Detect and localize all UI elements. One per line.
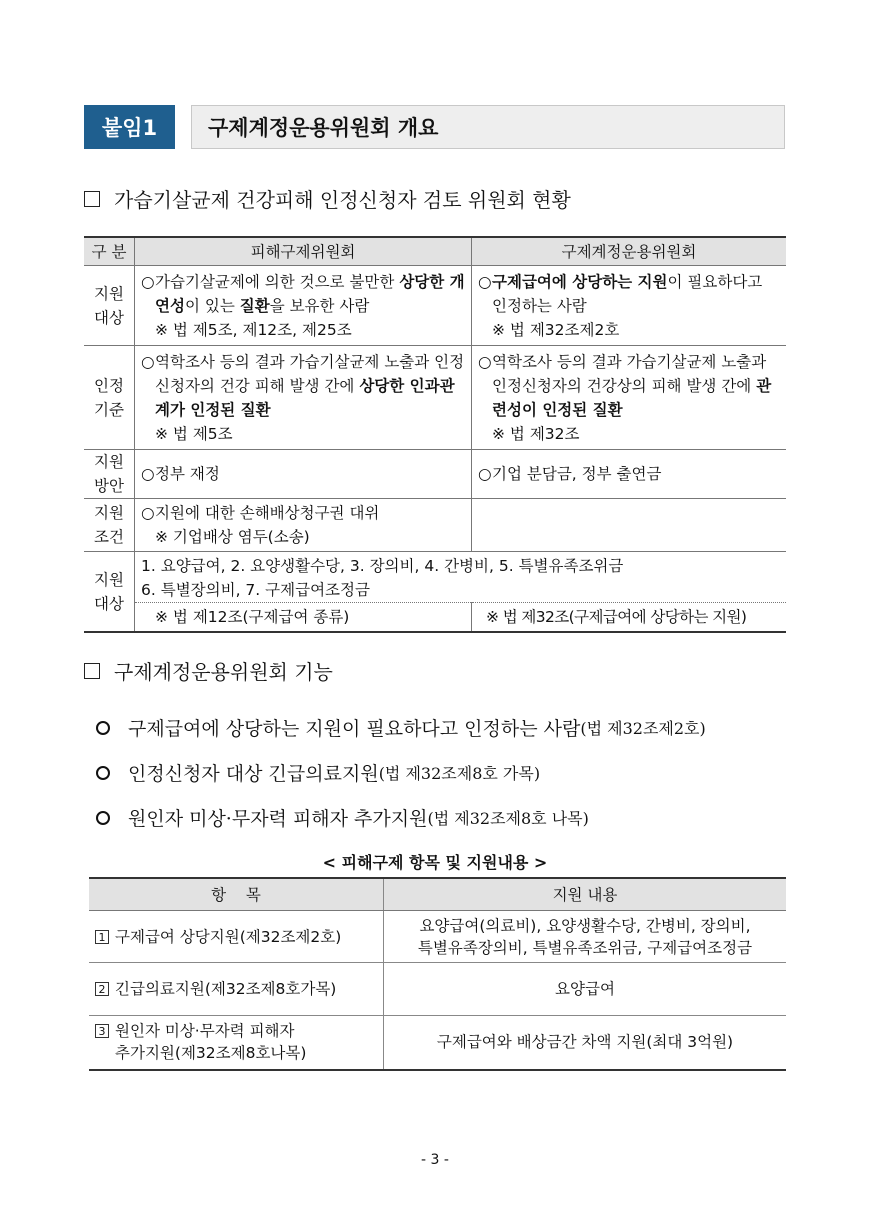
law-note: ※ 법 제12조(구제급여 종류) (135, 603, 472, 633)
content-line: 요양급여 (555, 980, 615, 998)
row-label (84, 552, 135, 633)
emphasis-text: 상당한 개연성 (155, 272, 465, 315)
numbered-box-icon: 2 (95, 982, 109, 996)
emphasis-text: 질환 (239, 296, 270, 315)
table1-header-operating-committee: 구제계정운용위원회 (472, 237, 787, 266)
page-number: - 3 - (421, 1152, 449, 1168)
right-cell (472, 499, 787, 552)
support-list-cell (135, 552, 787, 603)
plain-text: 지원에 대한 손해배상청구권 대위 (155, 504, 380, 522)
plain-text: 기업 분담금, 정부 출연금 (492, 465, 662, 483)
bullet-text (492, 270, 780, 318)
bullet-text (492, 462, 661, 486)
bullet-marker: ○ (141, 272, 155, 291)
row-label (84, 266, 135, 346)
law-note: ※ 기업배상 염두(소송) (155, 528, 310, 546)
function-item (96, 804, 589, 831)
function-ref: (법 제32조제8호 가목) (378, 764, 541, 783)
table-row (84, 603, 786, 633)
checkbox-square-icon (84, 191, 100, 207)
table1-header-relief-committee: 피해구제위원회 (135, 237, 472, 266)
plain-text: 역학조사 등의 결과 가습기살균제 노출과 인정신청자의 건강상의 피해 발생 간에 (492, 352, 767, 395)
table-row (89, 911, 786, 963)
support-list-line: 6. 특별장의비, 7. 구제급여조정금 (141, 581, 370, 599)
table-row (84, 346, 786, 450)
item-line (95, 978, 377, 1000)
section2-title: 구제계정운용위원회 기능 (114, 660, 333, 684)
content-cell (384, 963, 787, 1016)
bullet-marker: ○ (141, 352, 155, 371)
table-row (84, 266, 786, 346)
bullet-item (478, 270, 780, 318)
bullet-marker: ○ (478, 272, 492, 291)
left-cell (135, 499, 472, 552)
circle-bullet-icon (96, 766, 110, 780)
plain-text: 이 있는 (184, 296, 240, 315)
function-ref: (법 제32조제2호) (580, 719, 706, 738)
row-label-line: 대상 (94, 594, 124, 613)
committee-comparison-table (84, 236, 786, 633)
left-cell (135, 346, 472, 450)
item-text: 추가지원(제32조제8호나목) (115, 1044, 307, 1063)
row-label-line: 지원 (94, 570, 124, 589)
law-note: ※ 법 제32조제2호 (492, 320, 620, 339)
content-line: 요양급여(의료비), 요양생활수당, 간병비, 장의비, (419, 916, 751, 935)
relief-items-table (89, 877, 786, 1071)
bullet-marker: ○ (141, 465, 155, 483)
function-item (96, 759, 540, 786)
bullet-marker: ○ (478, 352, 492, 371)
section2-heading (84, 656, 333, 685)
bullet-text (155, 350, 465, 422)
table2-header-content: 지원 내용 (384, 878, 787, 911)
row-label (84, 346, 135, 450)
plain-text: 을 보유한 사람 (269, 296, 370, 315)
item-cell (89, 1016, 384, 1070)
row-label-line: 대상 (94, 308, 124, 327)
circle-bullet-icon (96, 721, 110, 735)
plain-text: 가습기살균제에 의한 것으로 불만한 (155, 272, 400, 291)
law-note: ※ 법 제5조 (155, 424, 233, 443)
table-row (84, 499, 786, 552)
table2-header-item: 항 목 (89, 878, 384, 911)
support-list-line: 1. 요양급여, 2. 요양생활수당, 3. 장의비, 4. 간병비, 5. 특별유족조위금 (141, 557, 624, 575)
law-note: ※ 법 제32조 (492, 424, 580, 443)
item-text: 긴급의료지원(제32조제8호가목) (115, 980, 337, 998)
section1-title: 가습기살균제 건강피해 인정신청자 검토 위원회 현황 (114, 188, 571, 212)
row-label-line: 조건 (94, 528, 124, 546)
content-cell (384, 911, 787, 963)
row-label-line: 지원 (94, 504, 124, 522)
plain-text: 정부 재정 (155, 465, 220, 483)
numbered-box-icon: 1 (95, 930, 109, 944)
bullet-text (155, 270, 465, 318)
item-text: 구제급여 상당지원(제32조제2호) (115, 927, 342, 946)
function-item (96, 714, 706, 741)
row-label (84, 499, 135, 552)
table-row (84, 552, 786, 603)
bullet-text (155, 501, 379, 525)
plain-text: 역학조사 등의 결과 가습기살균제 노출과 인정신청자의 건강 피해 발생 간에 (155, 352, 465, 395)
item-cell (89, 963, 384, 1016)
right-cell (472, 450, 787, 499)
item-line (95, 1042, 377, 1064)
table-row (89, 963, 786, 1016)
table1-header-category: 구 분 (84, 237, 135, 266)
left-cell (135, 450, 472, 499)
item-cell (89, 911, 384, 963)
numbered-box-icon: 3 (95, 1024, 109, 1038)
right-cell (472, 346, 787, 450)
content-line: 구제급여와 배상금간 차액 지원(최대 3억원) (436, 1033, 734, 1052)
emphasis-text: 구제급여에 상당하는 지원 (492, 272, 668, 291)
row-label (84, 450, 135, 499)
row-label-line: 인정 (94, 376, 124, 395)
table-row (89, 1016, 786, 1070)
content-cell (384, 1016, 787, 1070)
bullet-marker: ○ (478, 465, 492, 483)
emphasis-text: 관련성이 인정된 질환 (492, 376, 772, 419)
function-text: 원인자 미상·무자력 피해자 추가지원 (128, 808, 428, 830)
item-line (95, 926, 377, 948)
content-line: 특별유족장의비, 특별유족조위금, 구제급여조정금 (417, 938, 753, 957)
bullet-item (478, 462, 780, 486)
row-label-line: 지원 (94, 284, 124, 303)
bullet-item (141, 462, 465, 486)
bullet-text (492, 350, 780, 422)
row-label-line: 방안 (94, 477, 124, 495)
appendix-tag: 붙임1 (84, 105, 175, 149)
table2-caption: < 피해구제 항목 및 지원내용 > (322, 853, 548, 872)
plain-text: 이 필요하다고 인정하는 사람 (492, 272, 763, 315)
bullet-text (155, 462, 220, 486)
law-note: ※ 법 제5조, 제12조, 제25조 (155, 320, 352, 339)
table-row (84, 450, 786, 499)
law-note: ※ 법 제32조(구제급여에 상당하는 지원) (472, 603, 787, 633)
function-text: 구제급여에 상당하는 지원이 필요하다고 인정하는 사람 (128, 718, 581, 740)
section1-heading (84, 184, 571, 213)
bullet-item (478, 350, 780, 422)
item-line (95, 1020, 377, 1042)
item-text: 원인자 미상·무자력 피해자 (115, 1022, 295, 1041)
bullet-item (141, 270, 465, 318)
circle-bullet-icon (96, 811, 110, 825)
bullet-item (141, 501, 465, 525)
emphasis-text: 상당한 인과관계가 인정된 질환 (155, 376, 455, 419)
function-text: 인정신청자 대상 긴급의료지원 (128, 763, 379, 785)
page-title: 구제계정운용위원회 개요 (191, 105, 785, 149)
function-ref: (법 제32조제8호 나목) (427, 809, 589, 828)
right-cell (472, 266, 787, 346)
bullet-marker: ○ (141, 504, 155, 522)
row-label-line: 기준 (94, 400, 124, 419)
left-cell (135, 266, 472, 346)
bullet-item (141, 350, 465, 422)
checkbox-square-icon (84, 663, 100, 679)
row-label-line: 지원 (94, 453, 124, 471)
